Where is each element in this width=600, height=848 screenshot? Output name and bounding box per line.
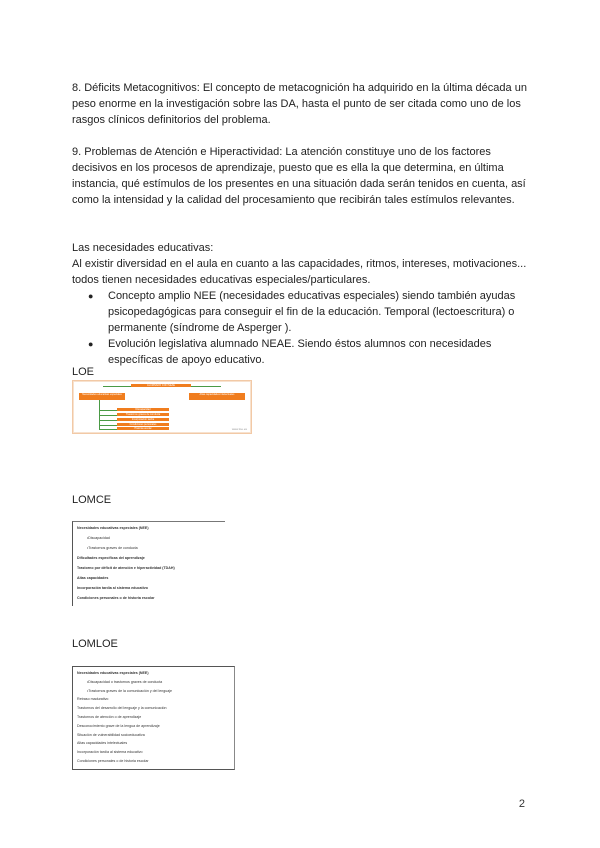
needs-bullet-list [72,288,530,368]
loe-connector [99,420,117,421]
table-line: Trastornos del desarrollo del lenguaje y la comunicación [77,706,167,711]
loe-flowchart-image [72,380,252,434]
loe-left-branch-box: Necesidades educativas especiales [79,393,125,400]
table-line: Desconocimiento grave de la lengua de aprendizaje [77,723,160,728]
table-line: Retraso madurativo [77,697,109,702]
paragraph-metacognitive-text: 8. Déficits Metacognitivos: El concepto de metacognición ha adquirido en la última década un peso enorme en la investigación sobre las DA, hasta el punto de ser citada como uno de los rasgos clínicos definitorios del problema. [72,82,527,126]
table-line: Dificultades específicas del aprendizaje [77,556,145,560]
loe-item-box: Historia escolar [117,427,169,430]
section-educational-needs [72,240,530,368]
paragraph-attention [72,144,530,208]
heading-lomloe: LOMLOE [72,638,118,650]
list-item: ● Concepto amplio NEE (necesidades educativas especiales) siendo también ayudas psicopedagógicas para conseguir el fin de la educación. Temporal (lectoescritura) o permanente (síndrome de Asperger ). [72,288,530,336]
table-line: Incorporación tardía al sistema educativo [77,586,148,590]
loe-root-box: ALUMNADO CON NEAE [131,384,191,387]
paragraph-attention-text: 9. Problemas de Atención e Hiperactividad: La atención constituye uno de los factores decisivos en los procesos de aprendizaje, puesto que es ella la que determina, en última instancia, qué estímulos de los presentes en una situación dada serán tenidos en cuenta, así como la intensidad y la calidad del procesamiento que recibirán tales estímulos relevantes. [72,146,526,206]
loe-item-box: Trastornos graves de conducta [117,413,169,416]
needs-intro: Al existir diversidad en el aula en cuanto a las capacidades, ritmos, intereses, motivaciones... todos tienen necesidades educativas especiales/particulares. [72,258,527,286]
table-line: Altas capacidades [77,576,109,580]
loe-connector [99,425,117,426]
heading-lomce: LOMCE [72,494,112,506]
list-item: ● Evolución legislativa alumnado NEAE. Siendo éstos alumnos con necesidades específicas de apoyo educativo. [72,336,530,368]
needs-title: Las necesidades educativas: [72,242,214,254]
heading-loe: LOE [72,366,95,378]
loe-connector [103,386,131,387]
lomloe-table-image [72,666,235,770]
page-number: 2 [518,798,525,810]
loe-credit: www.loe.es [231,427,247,431]
loe-item-box: Discapacidad [117,408,169,411]
loe-item-box: Incorporación tardía [117,418,169,421]
loe-connector [99,429,117,430]
table-line: Incorporación tardía al sistema educativo [77,750,143,755]
table-line: Situación de vulnerabilidad socioeducativa [77,732,145,737]
loe-connector [191,386,221,387]
table-line: Necesidades educativas especiales (NEE) [77,671,149,675]
loe-right-branch-box: Altas capacidades intelectuales [189,393,245,400]
loe-item-box: Condiciones personales [117,423,169,426]
lomce-table-image [72,521,225,606]
table-line: Trastorno por déficit de atención e hiperactividad (TDAH) [77,566,175,570]
table-line: Trastornos de atención o de aprendizaje [77,715,142,719]
table-line: • Discapacidad [87,536,223,540]
table-line: Condiciones personales o de historia escolar [77,596,155,600]
loe-connector [99,410,117,411]
table-line: Condiciones personales o de historia escolar [77,759,149,763]
table-line: • Trastornos graves de conducta [87,546,223,550]
table-line: • Trastornos graves de la comunicación y del lenguaje [87,689,232,693]
table-line: Altas capacidades intelectuales [77,741,128,746]
loe-connector [99,415,117,416]
paragraph-metacognitive [72,80,530,128]
table-line: Necesidades educativas especiales (NEE) [77,526,149,530]
table-line: • Discapacidad o trastornos graves de conducta [87,680,232,684]
